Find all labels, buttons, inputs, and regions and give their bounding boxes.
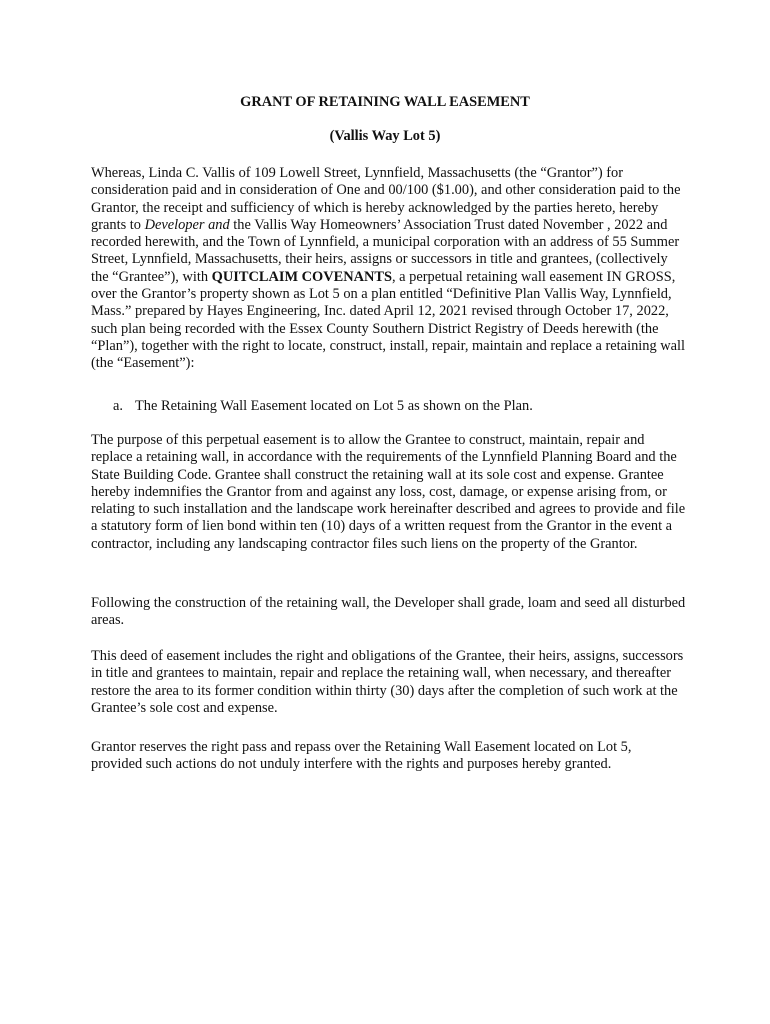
reservation-paragraph: Grantor reserves the right pass and repass over the Retaining Wall Easement located on Lot 5, provided such actions do not unduly interfere with the rights and purposes hereby granted. [91,739,632,773]
recital-text-end: , a perpetual retaining wall easement IN GROSS, over the Grantor’s property shown as Lot 5 on a plan entitled “Definitive Plan Vallis Way, Lynnfield, Mass.” prepared by Hayes Engineering, Inc. dated April 12, 2021 revised through October 17, 2022, such plan being recorded with the Essex County Southern District Registry of Deeds herewith (the “Plan”), together with the right to locate, construct, install, repair, maintain and replace a retaining wall (the “Easement”): [91,268,686,372]
recital-paragraph [91,165,686,373]
recital-text-start: Whereas, Linda C. Vallis of 109 Lowell Street, Lynnfield, Massachusetts (the “Grantor”) for consideration paid and in consideration of One and 00/100 ($1.00), and other consideration paid to the Grantor, the receipt and sufficiency of which is hereby acknowledged by the parties hereto, hereby grants to [91,165,681,233]
purpose-paragraph: The purpose of this perpetual easement is to allow the Grantee to construct, maintain, repair and replace a retaining wall, in accordance with the requirements of the Lynnfield Planning Board and the State Building Code. Grantee shall construct the retaining wall at its sole cost and expense. Grantee hereby indemnifies the Grantor from and against any loss, cost, damage, or expense arising from, or relating to such installation and the landscape work hereinafter described and agrees to provide and file a statutory form of lien bond within ten (10) days of a written request from the Grantor in the event a contractor, including any landscaping contractor files such liens on the property of the Grantor. [91,432,686,552]
list-item [113,398,533,415]
developer-italic-text: Developer and [144,216,230,233]
construction-paragraph: Following the construction of the retaining wall, the Developer shall grade, loam and seed all disturbed areas. [91,595,686,629]
recital-text-middle: the Vallis Way Homeowners’ Association Trust dated November , 2022 and recorded herewith, and the Town of Lynnfield, a municipal corporation with an address of 55 Summer Street, Lynnfield, Massachusetts, their heirs, assigns or successors in title and grantees, (collectively the “Grantee”), with [91,216,680,285]
document-subtitle: (Vallis Way Lot 5) [329,128,441,144]
list-item-text: The Retaining Wall Easement located on Lot 5 as shown on the Plan. [135,398,533,414]
quitclaim-bold-text: QUITCLAIM COVENANTS [211,268,392,285]
maintenance-paragraph: This deed of easement includes the right and obligations of the Grantee, their heirs, assigns, successors in title and grantees to maintain, repair and replace the retaining wall, when necessary, and thereafter restore the area to its former condition within thirty (30) days after the completion of such work at the Grantee’s sole cost and expense. [91,648,684,716]
list-marker: a. [113,398,123,414]
document-title: GRANT OF RETAINING WALL EASEMENT [240,94,530,110]
